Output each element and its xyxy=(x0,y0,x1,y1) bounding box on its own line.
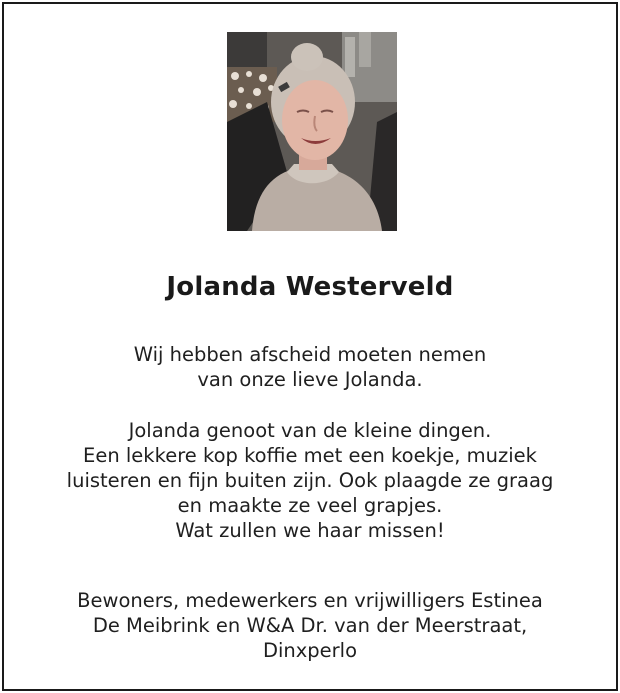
deceased-name: Jolanda Westerveld xyxy=(166,272,454,302)
text-line: Wij hebben afscheid moeten nemen xyxy=(133,343,487,366)
text-line: Jolanda genoot van de kleine dingen. xyxy=(128,419,492,442)
memory-paragraph xyxy=(4,418,616,543)
text-line: Wat zullen we haar missen! xyxy=(175,519,445,542)
text-line: van onze lieve Jolanda. xyxy=(197,368,423,391)
obituary-card xyxy=(2,2,618,691)
text-line: Bewoners, medewerkers en vrijwilligers Estinea xyxy=(77,589,543,612)
text-line: luisteren en fijn buiten zijn. Ook plaagde ze graag xyxy=(66,469,554,492)
farewell-paragraph xyxy=(4,342,616,392)
portrait-photo xyxy=(227,32,397,231)
text-line: Een lekkere kop koffie met een koekje, muziek xyxy=(83,444,537,467)
text-line: De Meibrink en W&A Dr. van der Meerstraat, xyxy=(92,614,528,637)
text-line: en maakte ze veel grapjes. xyxy=(177,494,443,517)
text-line: Dinxperlo xyxy=(262,639,358,662)
signature-block xyxy=(4,588,616,663)
